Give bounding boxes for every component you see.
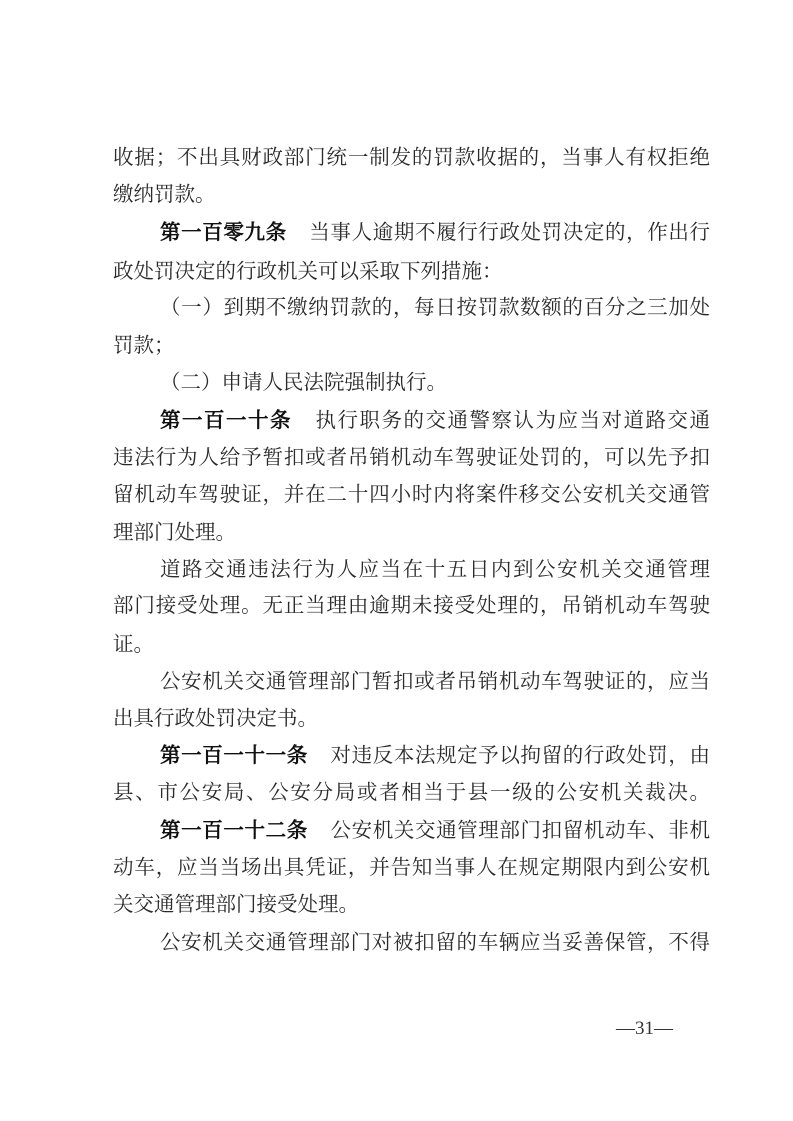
text-line [113, 330, 710, 360]
text-line [113, 367, 710, 397]
text-line [113, 179, 710, 209]
text-line [113, 554, 710, 584]
text-line [113, 292, 710, 322]
line-text: 当事人逾期不履行行政处罚决定的，作出行 [308, 220, 711, 244]
text-line [113, 927, 710, 957]
article-heading: 第一百一十一条 [160, 743, 308, 767]
text-line [113, 142, 710, 172]
text-line [113, 815, 710, 845]
line-text: 道路交通违法行为人应当在十五日内到公安机关交通管理 [160, 557, 710, 581]
line-text: 县、市公安局、公安分局或者相当于县一级的公安机关裁决。 [113, 780, 710, 804]
line-text: 动车，应当当场出具凭证，并告知当事人在规定期限内到公安机 [113, 855, 710, 879]
line-text: 关交通管理部门接受处理。 [113, 892, 359, 916]
text-line [113, 517, 710, 547]
text-line [113, 479, 710, 509]
article-heading: 第一百零九条 [160, 220, 287, 244]
text-line [113, 629, 710, 659]
line-text: 罚款； [113, 333, 175, 357]
line-text: 部门接受处理。无正当理由逾期未接受处理的，吊销机动车驾驶 [113, 593, 710, 617]
text-line [113, 852, 710, 882]
article-heading: 第一百一十条 [160, 408, 292, 432]
text-line [113, 405, 710, 435]
text-line [113, 740, 710, 770]
page-number: —31— [616, 1018, 673, 1039]
line-text: （一）到期不缴纳罚款的，每日按罚款数额的百分之三加处 [160, 295, 710, 319]
line-text: 公安机关交通管理部门扣留机动车、非机 [329, 818, 711, 842]
line-text: 出具行政处罚决定书。 [113, 706, 318, 730]
text-line [113, 777, 710, 807]
article-heading: 第一百一十二条 [160, 818, 308, 842]
line-text: 收据；不出具财政部门统一制发的罚款收据的，当事人有权拒绝 [113, 145, 710, 169]
line-text: 政处罚决定的行政机关可以采取下列措施： [113, 259, 503, 283]
line-text: 留机动车驾驶证，并在二十四小时内将案件移交公安机关交通管 [113, 482, 710, 506]
line-text: 公安机关交通管理部门暂扣或者吊销机动车驾驶证的，应当 [160, 669, 710, 693]
text-line [113, 217, 710, 247]
text-line [113, 889, 710, 919]
line-text: 公安机关交通管理部门对被扣留的车辆应当妥善保管，不得 [160, 930, 710, 954]
line-text: 证。 [113, 632, 154, 656]
line-text: 理部门处理。 [113, 520, 236, 544]
text-line [113, 666, 710, 696]
text-line [113, 590, 710, 620]
text-line [113, 703, 710, 733]
text-line [113, 256, 710, 286]
line-text: 执行职务的交通警察认为应当对道路交通 [314, 408, 710, 432]
line-text: 缴纳罚款。 [113, 182, 216, 206]
text-line [113, 442, 710, 472]
line-text: （二）申请人民法院强制执行。 [160, 370, 447, 394]
line-text: 违法行为人给予暂扣或者吊销机动车驾驶证处罚的，可以先予扣 [113, 445, 710, 469]
line-text: 对违反本法规定予以拘留的行政处罚，由 [329, 743, 711, 767]
